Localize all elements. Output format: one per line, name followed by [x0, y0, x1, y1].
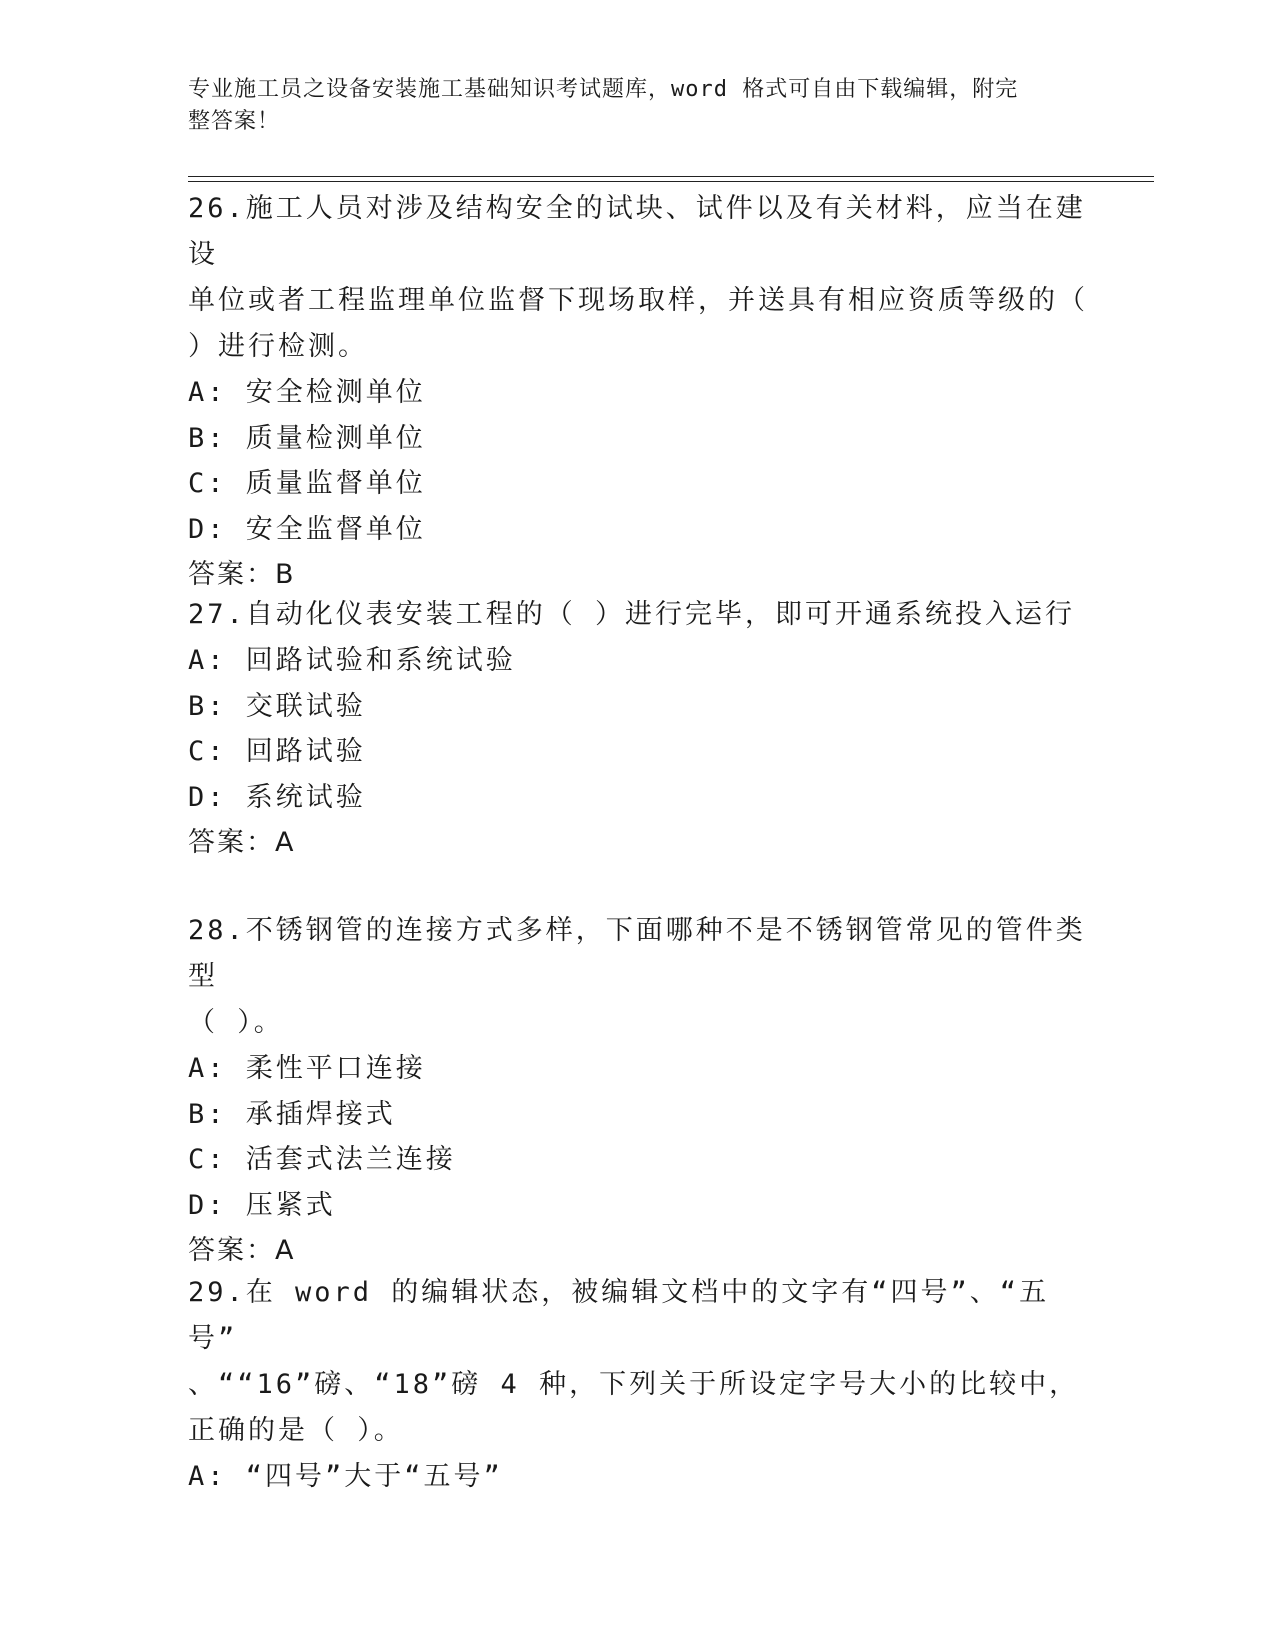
- option-b: B: 质量检测单位: [188, 422, 426, 454]
- header-divider-top: [188, 176, 1154, 177]
- option-a: A: 回路试验和系统试验: [188, 645, 516, 676]
- question-text-line: 27.自动化仪表安装工程的（ ）进行完毕，即可开通系统投入运行: [188, 599, 1076, 630]
- question-text-line: （ ）。: [188, 1007, 284, 1038]
- question-text-line: 26.施工人员对涉及结构安全的试块、试件以及有关材料，应当在建设: [188, 193, 1086, 270]
- header-divider-bottom: [188, 181, 1154, 182]
- answer-line: 答案：A: [188, 827, 296, 858]
- option-d: D: 系统试验: [188, 781, 366, 813]
- document-header: [188, 74, 1068, 138]
- option-a: A: 柔性平口连接: [188, 1053, 426, 1084]
- option-c: C: 质量监督单位: [188, 468, 426, 499]
- question-text-line: 28.不锈钢管的连接方式多样，下面哪种不是不锈钢管常见的管件类型: [188, 915, 1086, 992]
- option-c: C: 活套式法兰连接: [188, 1144, 456, 1175]
- option-a: A: “四号”大于“五号”: [188, 1461, 503, 1492]
- option-d: D: 压紧式: [188, 1189, 336, 1221]
- question-text-line: 正确的是（ ）。: [188, 1415, 404, 1446]
- question-28: [188, 908, 1088, 1274]
- question-text-line: 、““16”磅、“18”磅 4 种，下列关于所设定字号大小的比较中，: [188, 1369, 1080, 1400]
- option-b: B: 承插焊接式: [188, 1098, 396, 1130]
- header-line-2: 整答案！: [188, 109, 281, 134]
- option-a: A: 安全检测单位: [188, 377, 426, 408]
- answer-line: 答案：B: [188, 559, 296, 590]
- answer-line: 答案：A: [188, 1235, 296, 1266]
- option-b: B: 交联试验: [188, 690, 366, 722]
- option-c: C: 回路试验: [188, 736, 366, 767]
- question-text-line: ）进行检测。: [188, 331, 368, 362]
- question-text-line: 29.在 word 的编辑状态，被编辑文档中的文字有“四号”、“五号”: [188, 1277, 1050, 1354]
- question-29: [188, 1270, 1088, 1500]
- question-26: [188, 186, 1088, 598]
- header-line-1: 专业施工员之设备安装施工基础知识考试题库，word 格式可自由下载编辑，附完: [188, 77, 1019, 102]
- question-27: [188, 592, 1088, 866]
- option-d: D: 安全监督单位: [188, 513, 426, 545]
- question-text-line: 单位或者工程监理单位监督下现场取样，并送具有相应资质等级的（: [188, 285, 1088, 316]
